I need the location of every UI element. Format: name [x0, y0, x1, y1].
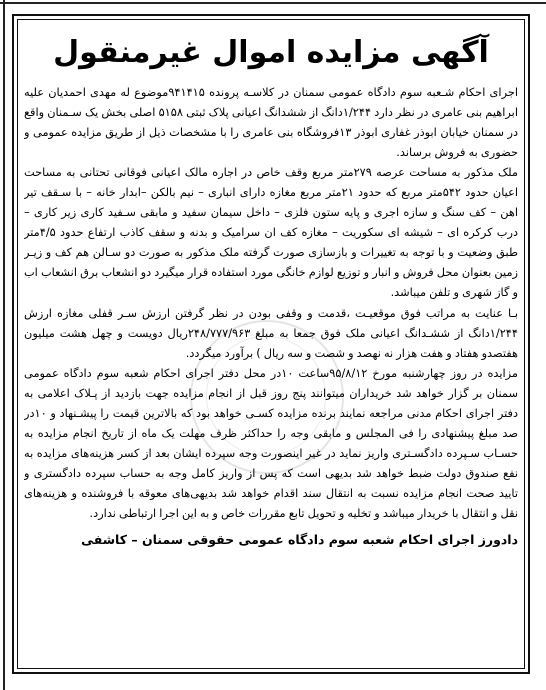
top-border-line: [0, 2, 546, 4]
notice-paragraph-intro: اجرای احکام شـعبه سوم دادگاه عمومی سمنان در کلاسـه پرونده ۹۴۱۴۱۵موضوع له مهدی احمدیان علیه ابراهیم بنی عامری در نظر دارد ۱/۲۴۴دانگ از ششدانگ اعیانی پلاک ثبتی ۵۱۵۸ اصلی بخش یک سـمنان واقع در سمنان خیابان ابوذر غفاری ابوذر ۱۳فروشگاه بنی عامری را با مشخصات ذیل از طریق مزایده عمومی و حضوری به فروش برساند.: [24, 85, 518, 160]
left-border-line: [3, 0, 5, 690]
notice-paragraph-valuation: بـا عنایت به مراتب فوق موقعیـت ،قدمت و وقفی بودن در نظر گرفتن ارزش سـر قفلی مغازه ارزش ۱/۲۴۴دانگ از ششـدانگ اعیانی ملک فوق جمعا به مبلغ ۲۴۸/۷۷۷/۹۶۳ریال دویست و چهل هشت میلیون هفتصدو هفتاد و هفت هزار نه نهصد و شصت و سه ریال ) برآورد میگردد.: [24, 305, 518, 360]
auction-notice: [24, 24, 518, 664]
notice-body: [24, 82, 518, 523]
notice-signature: دادورز اجرای احکام شعبه سوم دادگاه عمومی حقوقی سمنان – کاشفی: [81, 532, 518, 548]
notice-title: آگهی مزایده اموال غیرمنقول: [53, 35, 489, 70]
notice-paragraph-auction-terms: مزایده در روز چهارشنبه مورخ ۹۵/۸/۱۲ساعت ۱۰در محل دفتر اجرای احکام شعبه سوم دادگاه عمومی سمنان بر گزار خواهد شد خریداران میتوانند پنج روز قبل از انجام مزایده جهت بازدید از پـلاک اعلامی به دفتر اجرای احکام مدنی مراجعه نمایند برنده مزایده کسـی خواهد بود که بالاترین قیمت را پیشـنهاد و ۱۰در صد مبلغ پیشنهادی را فی المجلس و مابقی وجه را حداکثر ظرف مهلت یک ماه از تاریخ انجام مزایده به حسـاب سـپرده دادگسـتری واریز نماید در غیر اینصورت وجه سپرده ایشان بعد از کسر هزینه‌های مزایده به نفع صندوق دولت ضبط خواهد شد بدیهی است که پس از واریز کامل وجه به حساب سپرده دادگستری و تایید صحت انجام مزایده نسبت به انتقال سند اقدام خواهد شد بدیهی‌های معوقه با فروشنده و هزینه‌های نقل و انتقال با خریدار میباشد و تخلیه و تحویل تابع مقررات خاص و به این اجرا ارتباطی ندارد.: [24, 365, 518, 520]
notice-paragraph-property-description: ملک مذکور به مساحت عرصه ۲۷۹متر مربع وقف خاص در اجاره مالک اعیانی فوقانی تحتانی به مساحت اعیان حدود ۵۴۲متر مربع که حدود ۲۱متر مربع مغازه دارای انباری – نیم بالکن –ابدار خانه – با سـقف تیر اهن – کف سنگ و سازه اجری و پایه ستون فلزی – داخل سیمان سفید و مابقی سـفید کاری زیر کاری – درب کرکره ای – شیشه ای سکوریت – مغازه کف ان سرامیک و بدنه و سقف کاذب ارتفاع حدود ۴/۵متر طبق وضعیت و با توجه به تغییرات و بازسازی صورت گرفته ملک مذکور به صورت دو سـالن هم کف و زیـر زمین بعنوان محل فروش و انبار و توزیع لوازم خانگی مورد استفاده قرار میگیرد دو انشعاب برق انشعاب اب و گاز شهری و تلفن میباشد.: [24, 165, 518, 300]
